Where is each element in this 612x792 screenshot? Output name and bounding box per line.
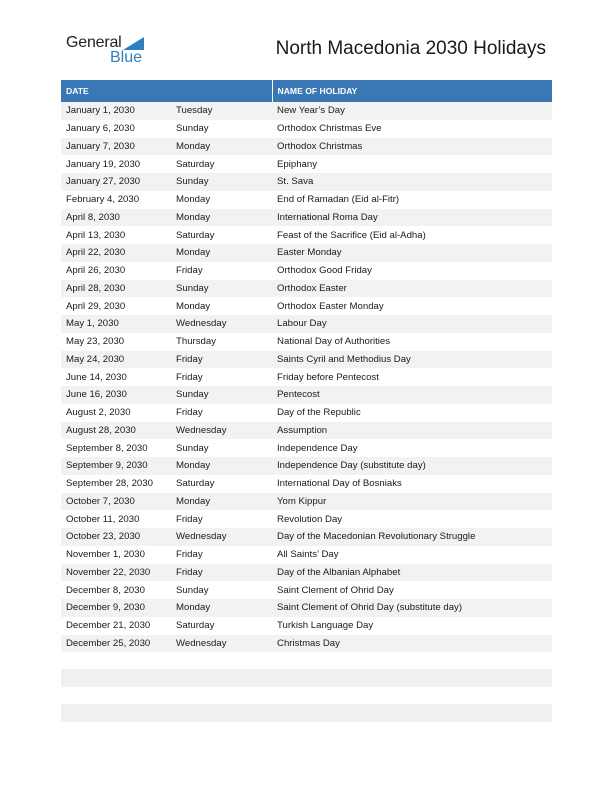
holiday-weekday-cell: Wednesday	[171, 315, 272, 333]
holiday-name-cell: Day of the Republic	[277, 407, 361, 419]
empty-row-band	[61, 669, 552, 687]
holiday-weekday-cell: Monday	[176, 194, 211, 206]
holiday-name-cell: Saint Clement of Ohrid Day	[277, 584, 394, 596]
holiday-date-cell: January 27, 2030	[61, 173, 171, 191]
holiday-date-cell: January 7, 2030	[61, 138, 171, 156]
table-header-row	[61, 80, 552, 102]
table-row	[61, 528, 552, 546]
holiday-date-cell: April 28, 2030	[61, 280, 171, 298]
holiday-name-cell: Orthodox Good Friday	[277, 265, 372, 277]
holiday-name-cell: St. Sava	[272, 173, 552, 191]
table-body	[61, 102, 552, 652]
holiday-date-cell: November 1, 2030	[66, 549, 145, 561]
holiday-date-cell: August 28, 2030	[61, 422, 171, 440]
table-row	[61, 155, 552, 173]
holiday-date-cell: October 7, 2030	[61, 493, 171, 511]
table-row	[61, 102, 552, 120]
table-row	[61, 439, 552, 457]
table-row	[61, 635, 552, 653]
holiday-date-cell: December 25, 2030	[61, 635, 171, 653]
holiday-date-cell: April 29, 2030	[66, 300, 126, 312]
table-row	[61, 581, 552, 599]
holiday-weekday-cell: Monday	[171, 244, 272, 262]
holiday-date-cell: May 1, 2030	[61, 315, 171, 333]
table-row	[61, 351, 552, 369]
holiday-name-cell: Feast of the Sacrifice (Eid al-Adha)	[277, 229, 426, 241]
holiday-date-cell: September 28, 2030	[66, 478, 153, 490]
table-row	[61, 191, 552, 209]
holiday-name-cell: Independence Day	[277, 442, 358, 454]
holiday-weekday-cell: Monday	[171, 493, 272, 511]
holiday-name-cell: Christmas Day	[272, 635, 552, 653]
holiday-date-cell: September 9, 2030	[61, 457, 171, 475]
logo-word-blue: Blue	[110, 49, 143, 66]
holiday-name-cell: New Year’s Day	[272, 102, 552, 120]
holiday-date-cell: August 2, 2030	[66, 407, 131, 419]
holiday-name-cell: Independence Day (substitute day)	[272, 457, 552, 475]
holiday-name-cell: Revolution Day	[277, 513, 343, 525]
table-row	[61, 475, 552, 493]
holiday-date-cell: December 8, 2030	[66, 584, 145, 596]
holiday-weekday-cell: Thursday	[176, 336, 216, 348]
holiday-name-cell: Orthodox Easter	[272, 280, 552, 298]
holiday-name-cell: Day of the Macedonian Revolutionary Struggle	[272, 528, 552, 546]
logo-word-general: General	[66, 34, 122, 51]
holiday-weekday-cell: Friday	[176, 513, 203, 525]
holiday-weekday-cell: Friday	[176, 549, 203, 561]
holiday-weekday-cell: Friday	[176, 407, 203, 419]
holiday-name-cell: Pentecost	[272, 386, 552, 404]
table-row	[61, 564, 552, 582]
holiday-name-cell: International Roma Day	[272, 209, 552, 227]
table-row	[61, 368, 552, 386]
holiday-date-cell: May 23, 2030	[66, 336, 125, 348]
table-row	[61, 209, 552, 227]
table-row	[61, 138, 552, 156]
table-row	[61, 120, 552, 138]
holiday-name-cell: Labour Day	[272, 315, 552, 333]
table-row	[61, 617, 552, 635]
holiday-date-cell: February 4, 2030	[66, 194, 140, 206]
holiday-weekday-cell: Wednesday	[171, 635, 272, 653]
table-row	[61, 280, 552, 298]
holiday-name-cell: Saint Clement of Ohrid Day (substitute day)	[272, 599, 552, 617]
holiday-table	[61, 80, 552, 652]
table-row	[61, 244, 552, 262]
holiday-weekday-cell: Saturday	[176, 620, 215, 632]
table-row	[61, 422, 552, 440]
page-title: North Macedonia 2030 Holidays	[275, 38, 546, 59]
holiday-name-cell: International Day of Bosniaks	[277, 478, 402, 490]
holiday-date-cell: September 8, 2030	[66, 442, 148, 454]
holiday-date-cell: April 8, 2030	[61, 209, 171, 227]
holiday-weekday-cell: Saturday	[176, 229, 215, 241]
table-row	[61, 546, 552, 564]
generalblue-logo	[66, 34, 156, 68]
holiday-name-cell: Friday before Pentecost	[277, 371, 379, 383]
holiday-weekday-cell: Sunday	[171, 280, 272, 298]
holiday-weekday-cell: Tuesday	[171, 102, 272, 120]
holiday-name-cell: All Saints’ Day	[277, 549, 339, 561]
holiday-weekday-cell: Wednesday	[171, 422, 272, 440]
holiday-weekday-cell: Monday	[171, 599, 272, 617]
table-row	[61, 333, 552, 351]
table-row	[61, 262, 552, 280]
table-row	[61, 457, 552, 475]
holiday-date-cell: April 22, 2030	[61, 244, 171, 262]
holiday-name-cell: National Day of Authorities	[277, 336, 391, 348]
holiday-name-cell: Day of the Albanian Alphabet	[272, 564, 552, 582]
holiday-weekday-cell: Friday	[171, 351, 272, 369]
holiday-name-cell: Yom Kippur	[272, 493, 552, 511]
header-date: DATE	[61, 80, 272, 102]
holiday-name-cell: Assumption	[272, 422, 552, 440]
holiday-weekday-cell: Monday	[171, 457, 272, 475]
holiday-weekday-cell: Monday	[176, 300, 211, 312]
header-holiday-name: NAME OF HOLIDAY	[272, 80, 552, 102]
holiday-weekday-cell: Friday	[171, 564, 272, 582]
holiday-date-cell: January 6, 2030	[66, 123, 135, 135]
holiday-date-cell: October 11, 2030	[66, 513, 140, 525]
holiday-weekday-cell: Sunday	[176, 123, 209, 135]
table-row	[61, 404, 552, 422]
holiday-date-cell: January 1, 2030	[61, 102, 171, 120]
holiday-weekday-cell: Monday	[171, 209, 272, 227]
holiday-weekday-cell: Friday	[176, 265, 203, 277]
holiday-date-cell: May 24, 2030	[61, 351, 171, 369]
holiday-date-cell: December 21, 2030	[66, 620, 151, 632]
empty-row-band	[61, 704, 552, 722]
table-row	[61, 599, 552, 617]
holiday-name-cell: Epiphany	[277, 158, 318, 170]
table-row	[61, 297, 552, 315]
table-row	[61, 315, 552, 333]
holiday-weekday-cell: Sunday	[171, 386, 272, 404]
holiday-date-cell: October 23, 2030	[61, 528, 171, 546]
holiday-weekday-cell: Wednesday	[171, 528, 272, 546]
holiday-date-cell: December 9, 2030	[61, 599, 171, 617]
holiday-name-cell: Turkish Language Day	[277, 620, 374, 632]
table-row	[61, 510, 552, 528]
holiday-name-cell: Orthodox Christmas	[272, 138, 552, 156]
holiday-date-cell: November 22, 2030	[61, 564, 171, 582]
holiday-name-cell: Orthodox Christmas Eve	[277, 123, 382, 135]
holiday-weekday-cell: Friday	[176, 371, 203, 383]
table-row	[61, 386, 552, 404]
table-row	[61, 173, 552, 191]
holiday-date-cell: April 13, 2030	[66, 229, 126, 241]
holiday-weekday-cell: Saturday	[176, 478, 215, 490]
table-row	[61, 226, 552, 244]
holiday-date-cell: June 16, 2030	[61, 386, 171, 404]
holiday-name-cell: Saints Cyril and Methodius Day	[272, 351, 552, 369]
holiday-weekday-cell: Monday	[171, 138, 272, 156]
holiday-date-cell: June 14, 2030	[66, 371, 127, 383]
holiday-name-cell: End of Ramadan (Eid al-Fitr)	[277, 194, 400, 206]
holiday-weekday-cell: Sunday	[171, 173, 272, 191]
holiday-name-cell: Easter Monday	[272, 244, 552, 262]
holiday-date-cell: April 26, 2030	[66, 265, 126, 277]
table-row	[61, 493, 552, 511]
holiday-name-cell: Orthodox Easter Monday	[277, 300, 384, 312]
holiday-weekday-cell: Saturday	[176, 158, 215, 170]
holiday-date-cell: January 19, 2030	[66, 158, 141, 170]
holiday-weekday-cell: Sunday	[176, 442, 209, 454]
holiday-weekday-cell: Sunday	[176, 584, 209, 596]
